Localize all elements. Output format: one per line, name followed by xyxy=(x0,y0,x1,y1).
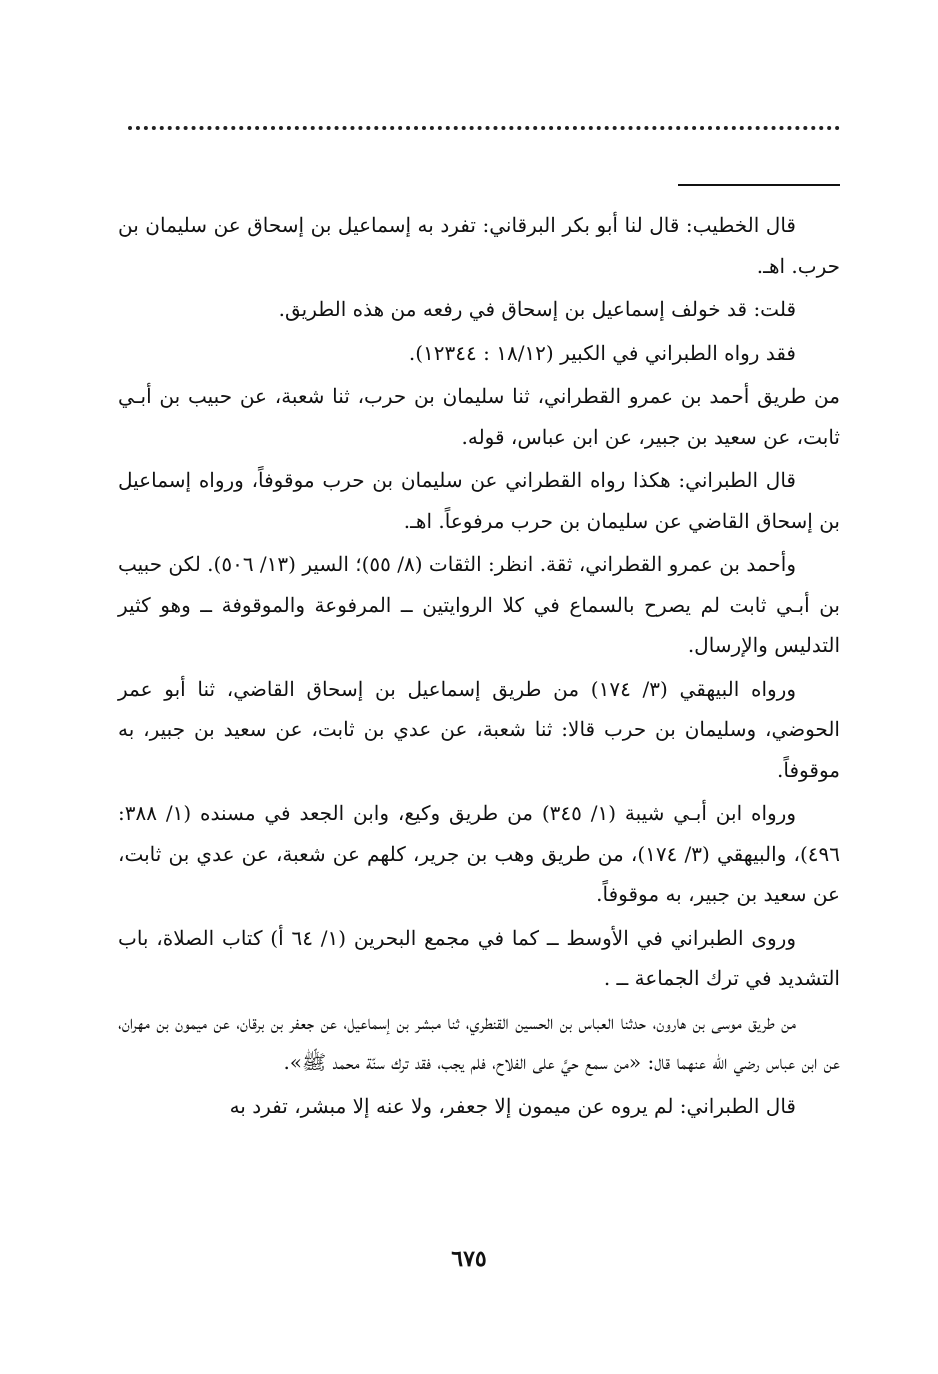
page-body xyxy=(118,205,840,1129)
paragraph-ibn-abi-shaybah: ورواه ابن أبـي شيبة (١/ ٣٤٥) من طريق وكيع، وابن الجعد في مسنده (١/ ٣٨٨: ٤٩٦)، والبيهقي (٣/ ١٧٤)، من طريق وهب بن جرير، كلهم عن شعبة، عن عدي بن ثابت، عن سعيد بن جبير، به موقوفاً. xyxy=(118,801,840,906)
footnote-rule xyxy=(678,184,840,186)
paragraph-tabarani-comment: قال الطبراني: هكذا رواه القطراني عن سليمان بن حرب موقوفاً، ورواه إسماعيل بن إسحاق القاضي عن سليمان بن حرب مرفوعاً. اهـ. xyxy=(118,468,840,533)
dotted-separator xyxy=(128,126,840,130)
paragraph-author-note: قلت: قد خولف إسماعيل بن إسحاق في رفعه من هذه الطريق. xyxy=(278,297,796,321)
paragraph-bayhaqi: ورواه البيهقي (٣/ ١٧٤) من طريق إسماعيل بن إسحاق القاضي، ثنا أبو عمر الحوضي، وسليمان بن حرب قالا: ثنا شعبة، عن عدي بن ثابت، عن سعيد بن جبير، به موقوفاً. xyxy=(118,676,840,782)
paragraph-tabarani-final: قال الطبراني: لم يروه عن ميمون إلا جعفر، ولا عنه إلا مبشر، تفرد به xyxy=(229,1093,796,1118)
paragraph-chain-musa: من طريق موسى بن هارون، حدثنا العباس بن الحسين القنطري، ثنا مبشر بن إسماعيل، عن جعفر بن برقان، عن ميمون بن مهران، عن ابن عباس رضي الله عنهما قال: «من سمع حيَّ على الفلاح، فلم يجب، فقد ترك سنّة محمد ﷺ». xyxy=(118,1009,840,1074)
paragraph-tabarani-awsat: وروى الطبراني في الأوسط ــ كما في مجمع البحرين (١/ ٦٤ أ) كتاب الصلاة، باب التشديد في ترك الجماعة ــ . xyxy=(118,925,840,990)
paragraph-narrator-grading: وأحمد بن عمرو القطراني، ثقة. انظر: الثقات (٨/ ٥٥)؛ السير (١٣/ ٥٠٦). لكن حبيب بن أبـي ثابت لم يصرح بالسماع في كلا الروايتين ــ المرفوعة والموقوفة ــ وهو كثير التدليس والإرسال. xyxy=(118,552,840,657)
page-number: ٦٧٥ xyxy=(451,1246,487,1272)
paragraph-chain-qatrani: من طريق أحمد بن عمرو القطراني، ثنا سليمان بن حرب، ثنا شعبة، عن حبيب بن أبـي ثابت، عن سعيد بن جبير، عن ابن عباس، قوله. xyxy=(118,384,840,449)
paragraph-khatib-quote: قال الخطيب: قال لنا أبو بكر البرقاني: تفرد به إسماعيل بن إسحاق عن سليمان بن حرب. اهـ. xyxy=(118,213,840,278)
paragraph-tabarani-kabir: فقد رواه الطبراني في الكبير (١٨/١٢ : ١٢٣٤٤). xyxy=(408,340,796,365)
